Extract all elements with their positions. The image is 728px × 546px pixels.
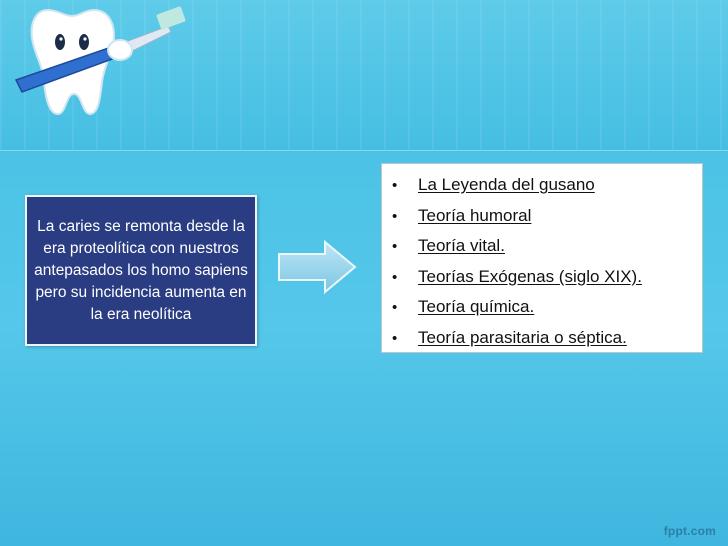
bullet-symbol: • bbox=[392, 268, 398, 286]
header-divider bbox=[0, 150, 728, 151]
list-item bbox=[392, 231, 702, 262]
bullet-symbol: • bbox=[392, 329, 398, 347]
list-item bbox=[392, 323, 702, 354]
theory-link-5[interactable]: Teoría química. bbox=[418, 297, 535, 316]
right-arrow-icon bbox=[277, 240, 357, 294]
theory-link-4[interactable]: Teorías Exógenas (siglo XIX). bbox=[418, 266, 642, 286]
theories-list bbox=[382, 164, 702, 353]
theory-link-1[interactable]: La Leyenda del gusano bbox=[418, 175, 595, 194]
intro-text: La caries se remonta desde la era proteolítica con nuestros antepasados los homo sapiens pero su incidencia aumenta en la era neolítica bbox=[34, 217, 248, 323]
theory-link-2[interactable]: Teoría humoral bbox=[418, 205, 532, 225]
theory-link-6[interactable]: Teoría parasitaria o séptica. bbox=[418, 327, 627, 347]
list-item bbox=[392, 262, 702, 293]
theories-list-box bbox=[381, 163, 703, 353]
bullet-symbol: • bbox=[392, 207, 398, 225]
theory-link-3[interactable]: Teoría vital. bbox=[418, 236, 505, 255]
bullet-symbol: • bbox=[392, 177, 398, 194]
brand-watermark: fppt.com bbox=[663, 524, 716, 538]
bullet-symbol: • bbox=[392, 299, 398, 316]
list-item bbox=[392, 170, 702, 201]
tooth-toothbrush-icon bbox=[8, 2, 188, 122]
intro-textbox bbox=[25, 195, 257, 346]
list-item bbox=[392, 201, 702, 232]
bullet-symbol: • bbox=[392, 238, 398, 255]
list-item bbox=[392, 292, 702, 323]
